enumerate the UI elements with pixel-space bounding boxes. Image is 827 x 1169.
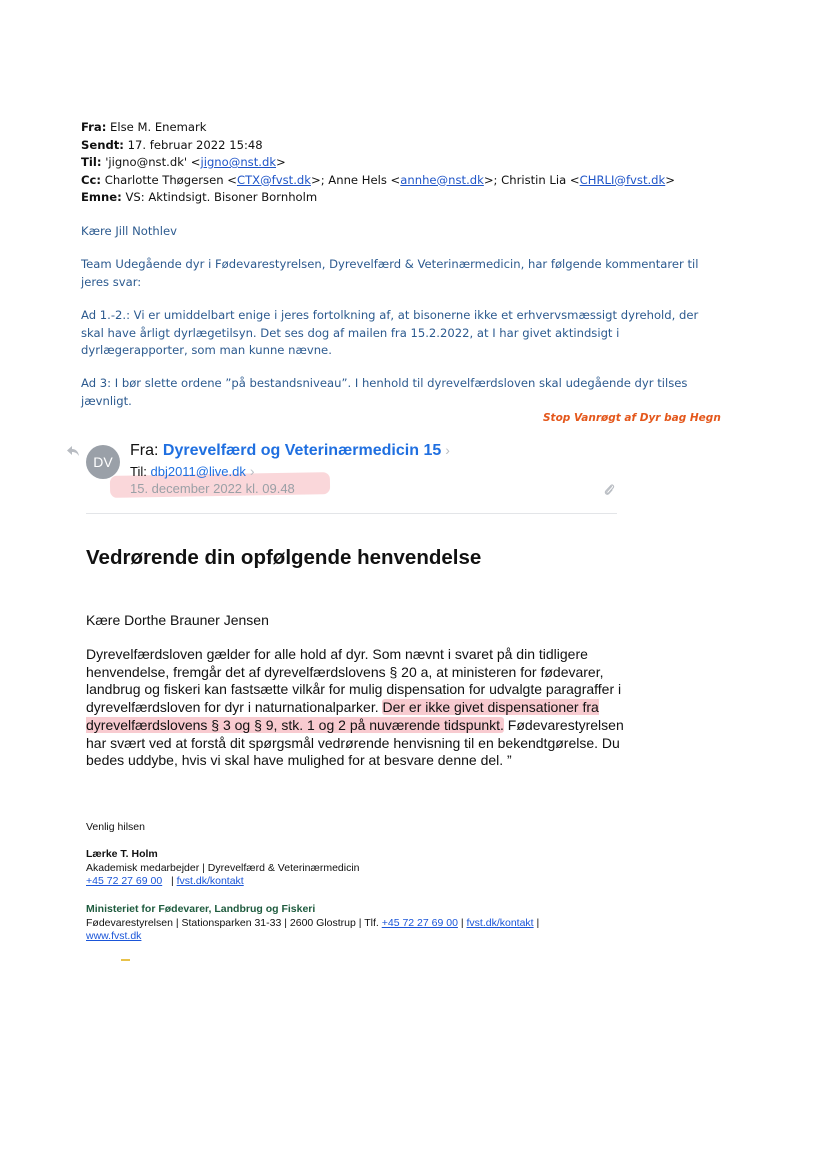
from-row <box>81 119 761 137</box>
recipient-address[interactable]: dbj2011@live.dk <box>150 464 246 479</box>
cc-row <box>81 172 761 190</box>
to-label: Til: <box>81 155 102 169</box>
reply-body <box>86 646 631 770</box>
sent-value: 17. februar 2022 15:48 <box>127 137 263 152</box>
reply-icon[interactable] <box>66 444 80 458</box>
forwarded-email-header <box>81 119 761 207</box>
to-suffix: > <box>276 155 286 169</box>
signature <box>86 848 360 889</box>
website-link[interactable]: www.fvst.dk <box>86 930 142 942</box>
body-text: Dyrevelfærdsloven gælder for alle hold af dyr. Som nævnt i svaret på din tidligere henvendelse, fremgår det af dyrevelfærdslovens § 20 a, at ministeren for fødevarer, landbrug og fiskeri kan fastsætte vilkår for mulig dispensation for udvalgte paragraffer i dyrevelfærdsloven for dyr i naturnationalparker. <box>86 646 622 716</box>
cc-1-end: >; <box>310 172 329 187</box>
reply-greeting: Kære Dorthe Brauner Jensen <box>86 612 269 628</box>
cc-3-link[interactable]: CHRLI@fvst.dk <box>579 172 666 187</box>
to-email-link[interactable]: jigno@nst.dk <box>200 155 277 169</box>
phone-link[interactable]: +45 72 27 69 00 <box>86 875 163 887</box>
separator: | <box>457 916 467 929</box>
forwarded-email-body <box>81 223 721 426</box>
chevron-right-icon: › <box>249 463 255 479</box>
from-label: Fra: <box>81 120 107 134</box>
organisation-address: Fødevarestyrelsen | Stationsparken 31-33 | 2600 Glostrup | Tlf. <box>86 916 382 929</box>
cc-2-link[interactable]: annhe@nst.dk <box>400 172 484 187</box>
cc-1-link[interactable]: CTX@fvst.dk <box>236 172 311 187</box>
separator: | <box>533 916 543 929</box>
separator: | <box>162 875 177 887</box>
phone-link[interactable]: +45 72 27 69 00 <box>381 916 458 929</box>
to-row <box>81 154 761 172</box>
recipient-line <box>130 463 630 479</box>
signature-title: Akademisk medarbejder | Dyrevelfærd & Veterinærmedicin <box>86 861 360 874</box>
recipient-label: Til: <box>130 464 147 479</box>
mail-header <box>130 442 630 496</box>
closing: Venlig hilsen <box>86 821 145 833</box>
organisation-details <box>86 917 586 944</box>
cc-3-end: > <box>665 172 675 187</box>
sent-row <box>81 137 761 155</box>
cc-2-name: Anne Hels < <box>328 172 401 187</box>
paragraph: Team Udegående dyr i Fødevarestyrelsen, Dyrevelfærd & Veterinærmedicin, har følgende kommentarer til jeres svar: <box>81 257 699 289</box>
sender-label: Fra: <box>130 442 159 459</box>
subject-value: VS: Aktindsigt. Bisoner Bornholm <box>125 190 318 204</box>
contact-link[interactable]: fvst.dk/kontakt <box>466 916 534 929</box>
cc-2-end: >; <box>483 172 502 187</box>
signature-name: Lærke T. Holm <box>86 848 158 860</box>
cc-1-name: Charlotte Thøgersen < <box>104 172 237 187</box>
paragraph: Ad 1.-2.: Vi er umiddelbart enige i jeres fortolkning af, at bisonerne ikke et erhvervsmæssigt dyrehold, der skal have årligt dyrlægetilsyn. Det ses dog af mailen fra 15.2.2022, at I har givet aktindsigt i dyrlægerapporter, som man kunne nævne. <box>81 308 699 358</box>
organisation-name: Ministeriet for Fødevarer, Landbrug og Fiskeri <box>86 903 316 915</box>
paperclip-icon[interactable] <box>603 483 615 497</box>
subject-row <box>81 189 761 207</box>
paragraph: Ad 3: I bør slette ordene ”på bestandsniveau”. I henhold til dyrevelfærdsloven skal udegående dyr tilses jævnligt. <box>81 376 688 408</box>
decorative-mark <box>121 959 130 961</box>
organisation-block <box>86 903 586 944</box>
body-text: Fødevarestyrelsen har svært ved at forstå dit spørgsmål vedrørende henvisning til en bekendtgørelse. Du bedes uddybe, hvis vi skal have mulighed for at besvare denne del. ” <box>86 716 624 769</box>
sender-line <box>130 442 630 460</box>
signature-contact <box>86 875 360 889</box>
campaign-stamp: Stop Vanrøgt af Dyr bag Hegn <box>543 412 721 424</box>
cc-3-name: Christin Lia < <box>501 172 580 187</box>
contact-link[interactable]: fvst.dk/kontakt <box>176 875 244 887</box>
greeting: Kære Jill Nothlev <box>81 224 177 238</box>
reply-subject: Vedrørende din opfølgende henvendelse <box>86 546 482 569</box>
avatar: DV <box>86 445 120 479</box>
mail-date: 15. december 2022 kl. 09.48 <box>130 481 295 496</box>
subject-label: Emne: <box>81 190 122 204</box>
to-prefix: 'jigno@nst.dk' < <box>105 155 201 169</box>
divider <box>86 513 617 514</box>
sender-name[interactable]: Dyrevelfærd og Veterinærmedicin 15 <box>162 442 442 459</box>
chevron-right-icon: › <box>445 442 450 458</box>
cc-label: Cc: <box>81 172 102 187</box>
highlighted-text: Der er ikke givet dispensationer fra dyrevelfærdslovens § 3 og § 9, stk. 1 og 2 på nuværende tidspunkt. <box>86 699 599 733</box>
from-value: Else M. Enemark <box>110 120 207 134</box>
sent-label: Sendt: <box>81 137 124 152</box>
